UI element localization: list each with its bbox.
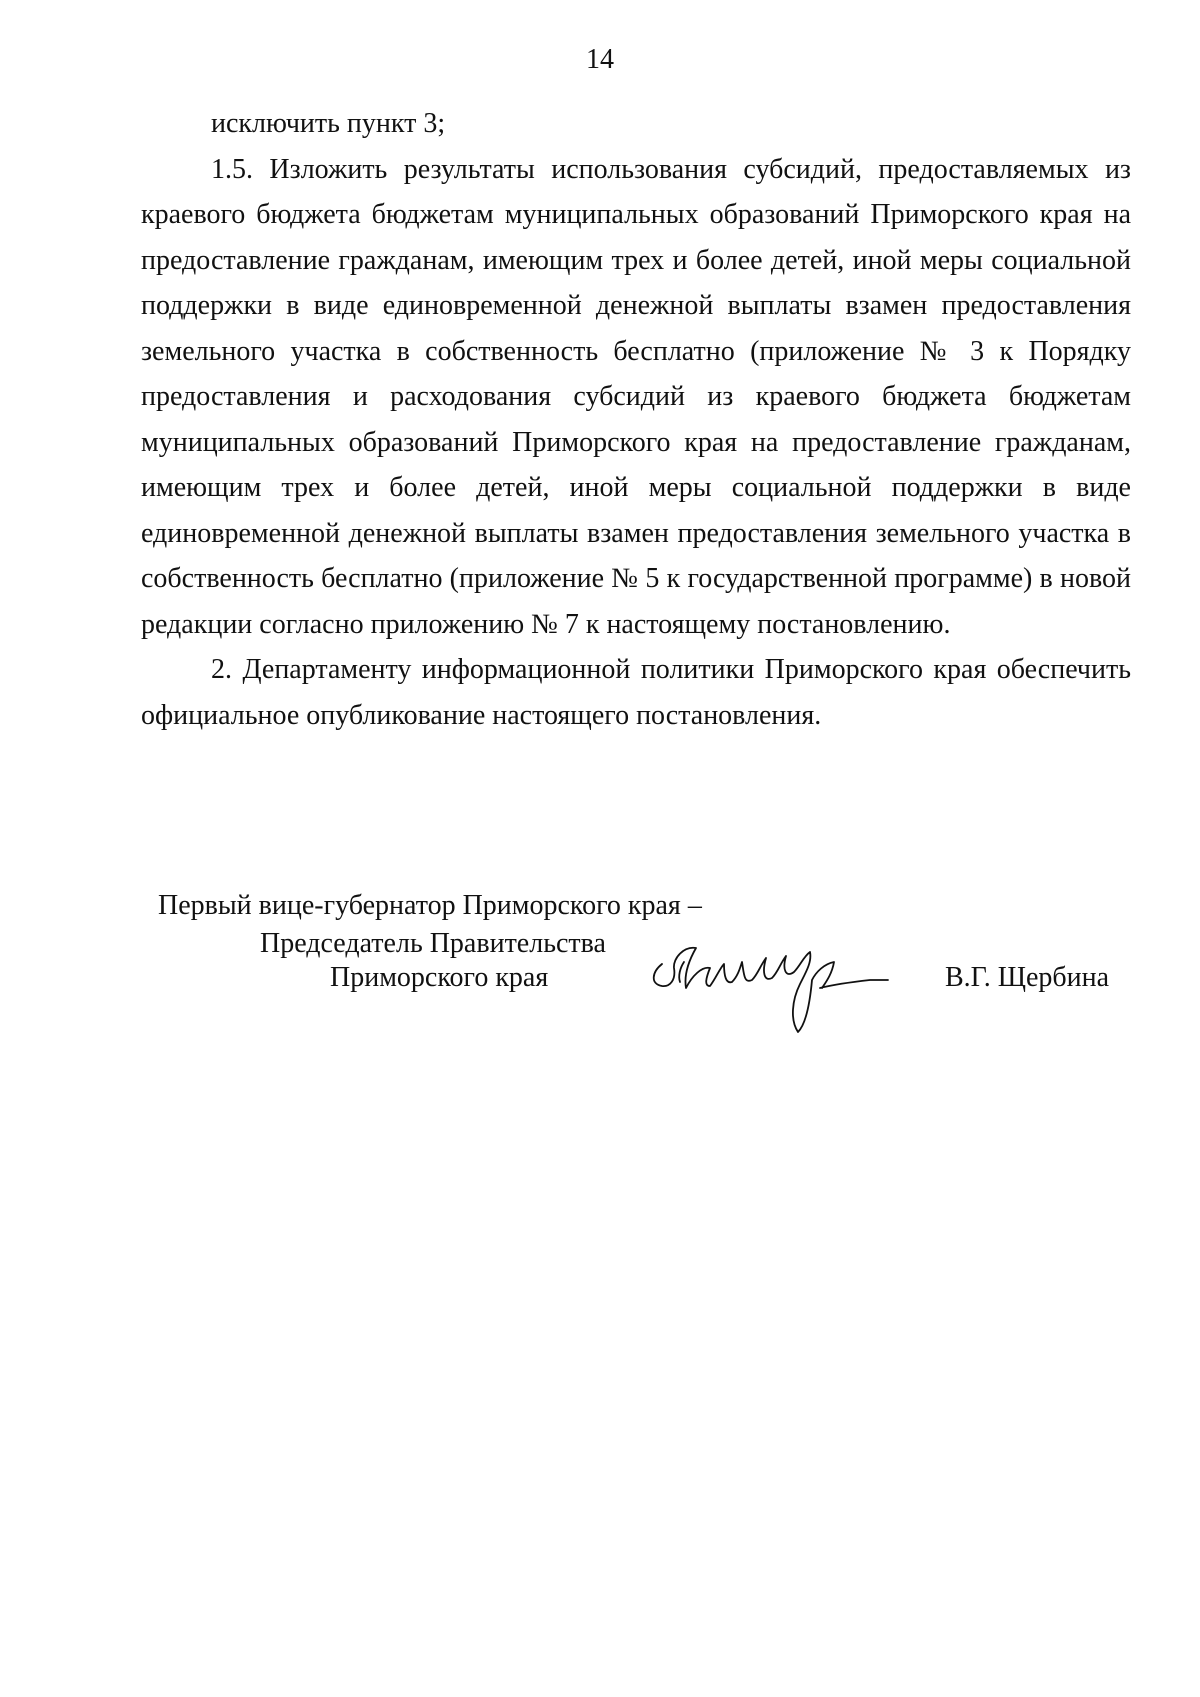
handwritten-signature xyxy=(640,928,935,1038)
signatory-title-line-1: Первый вице-губернатор Приморского края – xyxy=(158,890,702,921)
signatory-title-line-2: Председатель Правительства xyxy=(260,928,606,959)
signatory-name: В.Г. Щербина xyxy=(945,962,1110,993)
page-number: 14 xyxy=(586,44,614,75)
paragraph-1-5: 1.5. Изложить результаты использования субсидий, предоставляемых из краевого бюджета бюджетам муниципальных образований Приморского края на предоставление гражданам, имеющим трех и более детей, иной меры социальной поддержки в виде единовременной денежной выплаты взамен предоставления земельного участка в собственность бесплатно (приложение № 3 к Порядку предоставления и расходования субсидий из краевого бюджета бюджетам муниципальных образований Приморского края на предоставление гражданам, имеющим трех и более детей, иной меры социальной поддержки в виде единовременной денежной выплаты взамен предоставления земельного участка в собственность бесплатно (приложение № 5 к государственной программе) в новой редакции согласно приложению № 7 к настоящему постановлению. xyxy=(141,153,1131,640)
paragraph-exclude-point: исключить пункт 3; xyxy=(211,108,446,139)
signatory-title-line-3: Приморского края xyxy=(330,962,549,993)
paragraph-2: 2. Департаменту информационной политики Приморского края обеспечить официальное опубликование настоящего постановления. xyxy=(141,654,1131,731)
